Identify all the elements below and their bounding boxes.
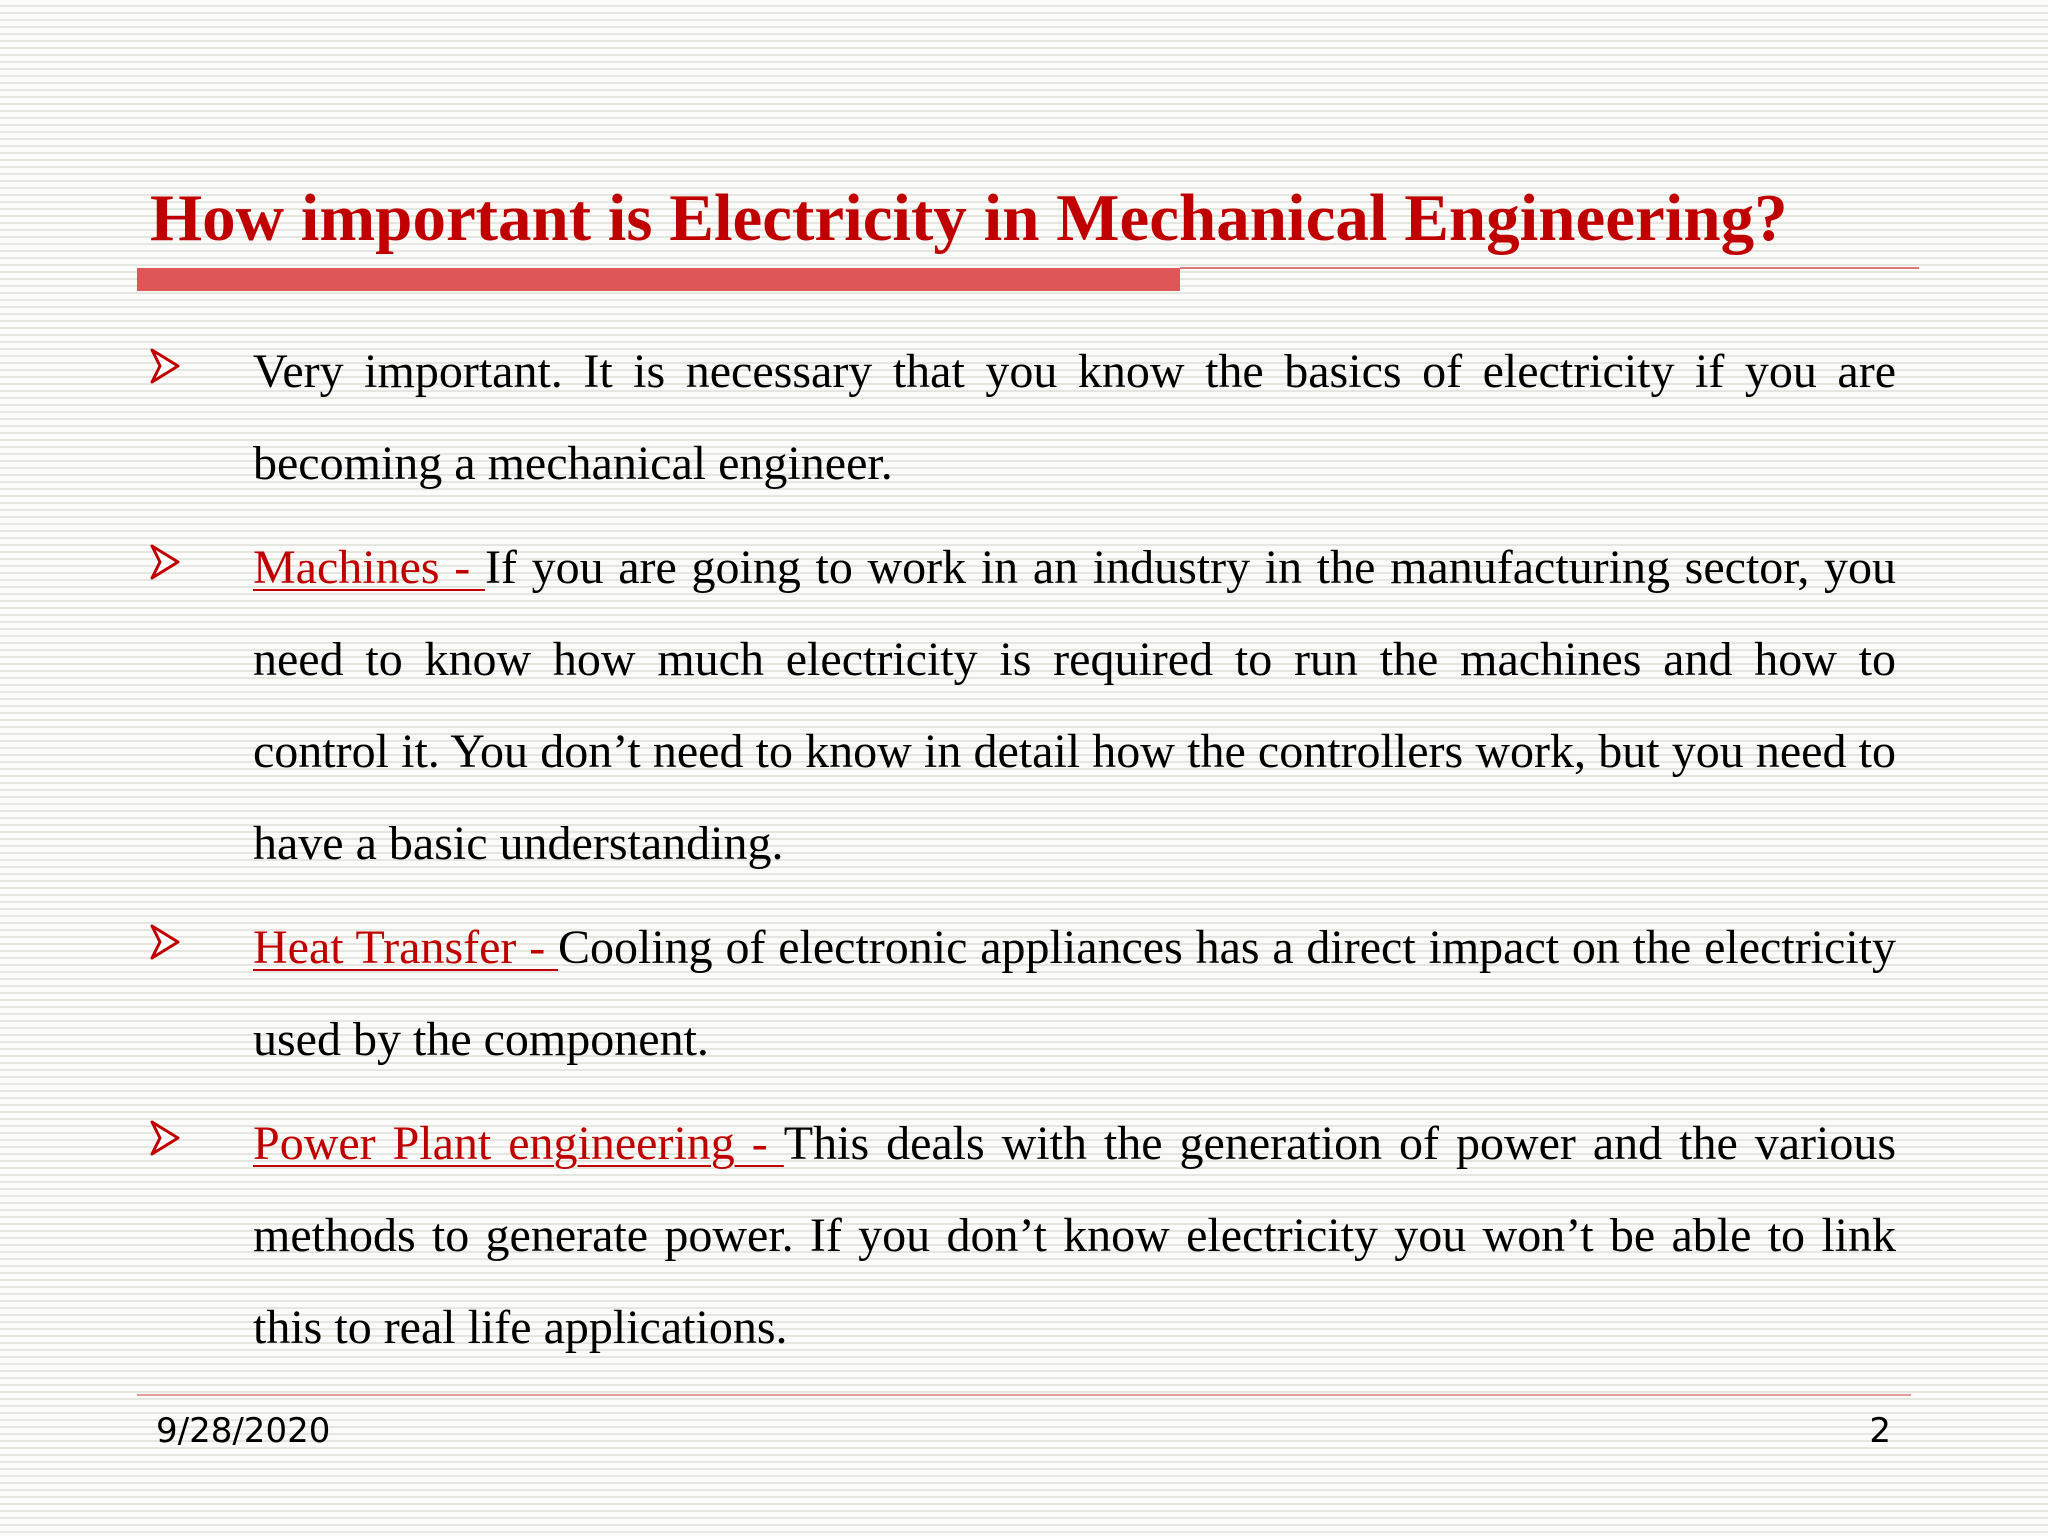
bullet-body: This deals with the generation of power and the various methods to generate power. If you don’t know electricity you won’t be able to link this to real life applications. (253, 1117, 1896, 1354)
slide-number: 2 (1869, 1411, 1891, 1451)
arrowhead-bullet-icon (148, 542, 182, 582)
footer-divider (137, 1394, 1911, 1396)
bullet-term: Machines - (253, 541, 485, 594)
bullet-list (0, 326, 2048, 1386)
bullet-term: Power Plant engineering - (253, 1117, 784, 1170)
bullet-text (253, 326, 1896, 510)
bullet-item (0, 1098, 2048, 1374)
title-underline-bar (137, 268, 1180, 291)
bullet-text (253, 902, 1896, 1086)
bullet-item (0, 326, 2048, 510)
bullet-term: Heat Transfer - (253, 921, 558, 974)
arrowhead-bullet-icon (148, 346, 182, 386)
bullet-item (0, 522, 2048, 890)
bullet-item (0, 902, 2048, 1086)
arrowhead-bullet-icon (148, 1118, 182, 1158)
bullet-body: If you are going to work in an industry in the manufacturing sector, you need to know how much electricity is required to run the machines and how to control it. You don’t need to know in detail how the controllers work, but you need to have a basic understanding. (253, 541, 1897, 870)
bullet-body: Very important. It is necessary that you know the basics of electricity if you are becoming a mechanical engineer. (253, 345, 1896, 490)
bullet-body: Cooling of electronic appliances has a direct impact on the electricity used by the component. (253, 921, 1896, 1066)
footer-date: 9/28/2020 (156, 1411, 331, 1451)
slide-title: How important is Electricity in Mechanical Engineering? (150, 181, 1788, 255)
bullet-text (253, 522, 1896, 890)
arrowhead-bullet-icon (148, 922, 182, 962)
bullet-text (253, 1098, 1896, 1374)
title-underline-rule (1180, 267, 1919, 269)
